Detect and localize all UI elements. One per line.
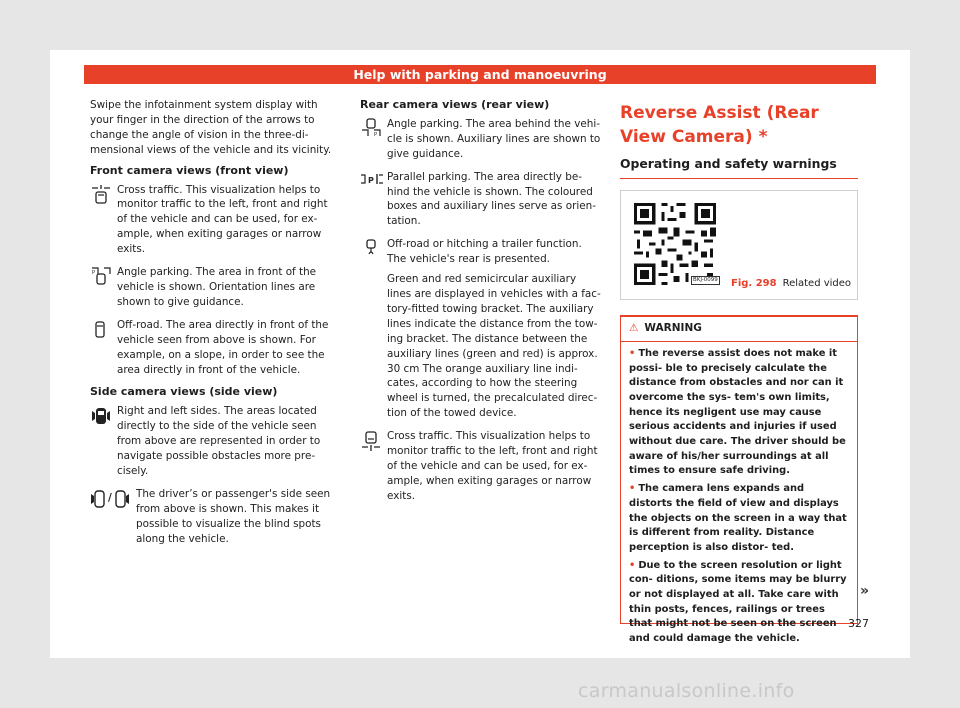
front-views-heading: Front camera views (front view) bbox=[90, 163, 289, 177]
figure-caption-text: Related video bbox=[782, 277, 852, 289]
watermark: carmanualsonline.info bbox=[578, 680, 795, 702]
warning-bullet: • Due to the screen resolution or light con- ditions, some items may be blurry or not displayed at all. Take care with thin posts, fences, railings or trees that might not be seen on the screen and could damage the vehicle. bbox=[629, 559, 847, 645]
rear-item-trailer-text: Off-road or hitching a trailer function. The vehicle's rear is presented. bbox=[387, 238, 582, 266]
svg-text:P: P bbox=[374, 131, 378, 138]
rear-item-parallel-parking-text: Parallel parking. The area directly be- hind the vehicle is shown. The coloured boxes and auxiliary lines serve as orien- tation. bbox=[387, 170, 596, 228]
rear-views-heading: Rear camera views (rear view) bbox=[360, 98, 550, 111]
rear-item-angle-parking bbox=[360, 117, 602, 162]
warning-bullet: • The reverse assist does not make it possi- ble to precisely calculate the distance from obstacles and nor can it overcome the sys- tem's own limits, hence its negligent use may cause serious accidents and injuries if used without due care. The driver should be aware of his/her surroundings at all times to ensure safe driving. bbox=[629, 347, 846, 477]
side-item-both-text: Right and left sides. The areas located directly to the side of the vehicle seen from above are represented in order to navigate possible obstacles more pre- cisely. bbox=[117, 405, 321, 477]
column-left bbox=[90, 98, 340, 554]
warning-body bbox=[621, 342, 857, 647]
front-item-cross-traffic bbox=[90, 183, 340, 258]
rear-item-angle-parking-text: Angle parking. The area behind the vehi- cle is shown. Auxiliary lines are shown to give guidance. bbox=[387, 117, 601, 160]
side-single-icon bbox=[90, 488, 130, 510]
front-offroad-icon bbox=[90, 319, 112, 339]
front-item-angle-parking-text: Angle parking. The area in front of the vehicle is shown. Orientation lines are shown to give guidance. bbox=[117, 266, 317, 308]
rear-parallel-parking-icon bbox=[360, 171, 384, 187]
figure-code: BKJ-0099 bbox=[693, 276, 718, 283]
warning-triangle-icon: ⚠ bbox=[629, 321, 639, 334]
svg-text:P: P bbox=[368, 175, 374, 185]
front-item-offroad-text: Off-road. The area directly in front of the vehicle seen from above is shown. For example, on a slope, in order to see the area directly in front of the vehicle. bbox=[117, 318, 329, 376]
bullet-icon: • bbox=[629, 347, 636, 359]
warning-box bbox=[620, 315, 858, 645]
side-item-single bbox=[90, 487, 340, 547]
warning-header bbox=[621, 317, 857, 342]
bullet-icon: • bbox=[629, 559, 636, 571]
svg-text:P: P bbox=[92, 270, 96, 277]
intro-paragraph: Swipe the infotainment system display with your finger in the direction of the arrows to change the angle of vision in the three-di- mensional views of the vehicle and its vicinity. bbox=[90, 99, 332, 156]
page-number: 327 bbox=[848, 617, 869, 630]
figure-box[interactable] bbox=[620, 190, 858, 300]
side-icon-separator: / bbox=[108, 492, 112, 505]
column-middle bbox=[360, 98, 602, 512]
side-both-icon bbox=[90, 405, 112, 427]
figure-caption bbox=[731, 277, 851, 292]
side-item-single-text: The driver’s or passenger's side seen from above is shown. This makes it possible to visualize the blind spots along the vehicle. bbox=[136, 487, 331, 545]
page-header: Help with parking and manoeuvring bbox=[84, 65, 876, 84]
rear-cross-traffic-icon bbox=[360, 430, 382, 452]
rear-item-trailer bbox=[360, 237, 602, 421]
section-subtitle: Operating and safety warnings bbox=[620, 157, 858, 179]
front-angle-parking-icon bbox=[90, 266, 112, 286]
qr-code-icon[interactable] bbox=[631, 200, 719, 288]
continue-mark: » bbox=[860, 583, 870, 599]
rear-angle-parking-icon bbox=[360, 118, 382, 138]
rear-item-cross-traffic-text: Cross traffic. This visualization helps to monitor traffic to the left, front and right of the vehicle and can be used, for ex- ample, when exiting garages or narrow exits. bbox=[387, 430, 598, 502]
front-item-offroad bbox=[90, 318, 340, 378]
manual-page bbox=[50, 50, 910, 658]
rear-item-trailer-extra: Green and red semicircular auxiliary lines are displayed in vehicles with a fac- tory-fitted towing bracket. The auxiliary lines indicate the distance from the tow- ing bracket. The distance between the auxiliary lines (green and red) is approx. 30 cm The orange auxiliary line indi- cates, according to how the steering wheel is turned, the precalculated direc- tion of the towed device. bbox=[387, 273, 601, 420]
rear-item-cross-traffic bbox=[360, 429, 602, 504]
front-item-angle-parking bbox=[90, 265, 340, 310]
figure-number: Fig. 298 bbox=[731, 277, 777, 289]
warning-heading: WARNING bbox=[644, 321, 702, 334]
front-item-cross-traffic-text: Cross traffic. This visualization helps to monitor traffic to the left, front and right of the vehicle and can be used, for ex- ample, when exiting garages or narrow exits. bbox=[117, 183, 328, 256]
warning-bullet: • The camera lens expands and distorts the field of view and displays the objects on the screen in a way that is different from reality. Distance perception is also distor- ted. bbox=[629, 483, 847, 553]
rear-trailer-icon bbox=[360, 238, 382, 258]
column-right bbox=[620, 98, 858, 645]
front-cross-traffic-icon bbox=[90, 184, 112, 204]
bullet-icon: • bbox=[629, 483, 636, 495]
side-item-both bbox=[90, 404, 340, 479]
side-views-heading: Side camera views (side view) bbox=[90, 385, 278, 399]
rear-item-parallel-parking bbox=[360, 170, 602, 230]
section-title: Reverse Assist (Rear View Camera) * bbox=[620, 103, 819, 147]
